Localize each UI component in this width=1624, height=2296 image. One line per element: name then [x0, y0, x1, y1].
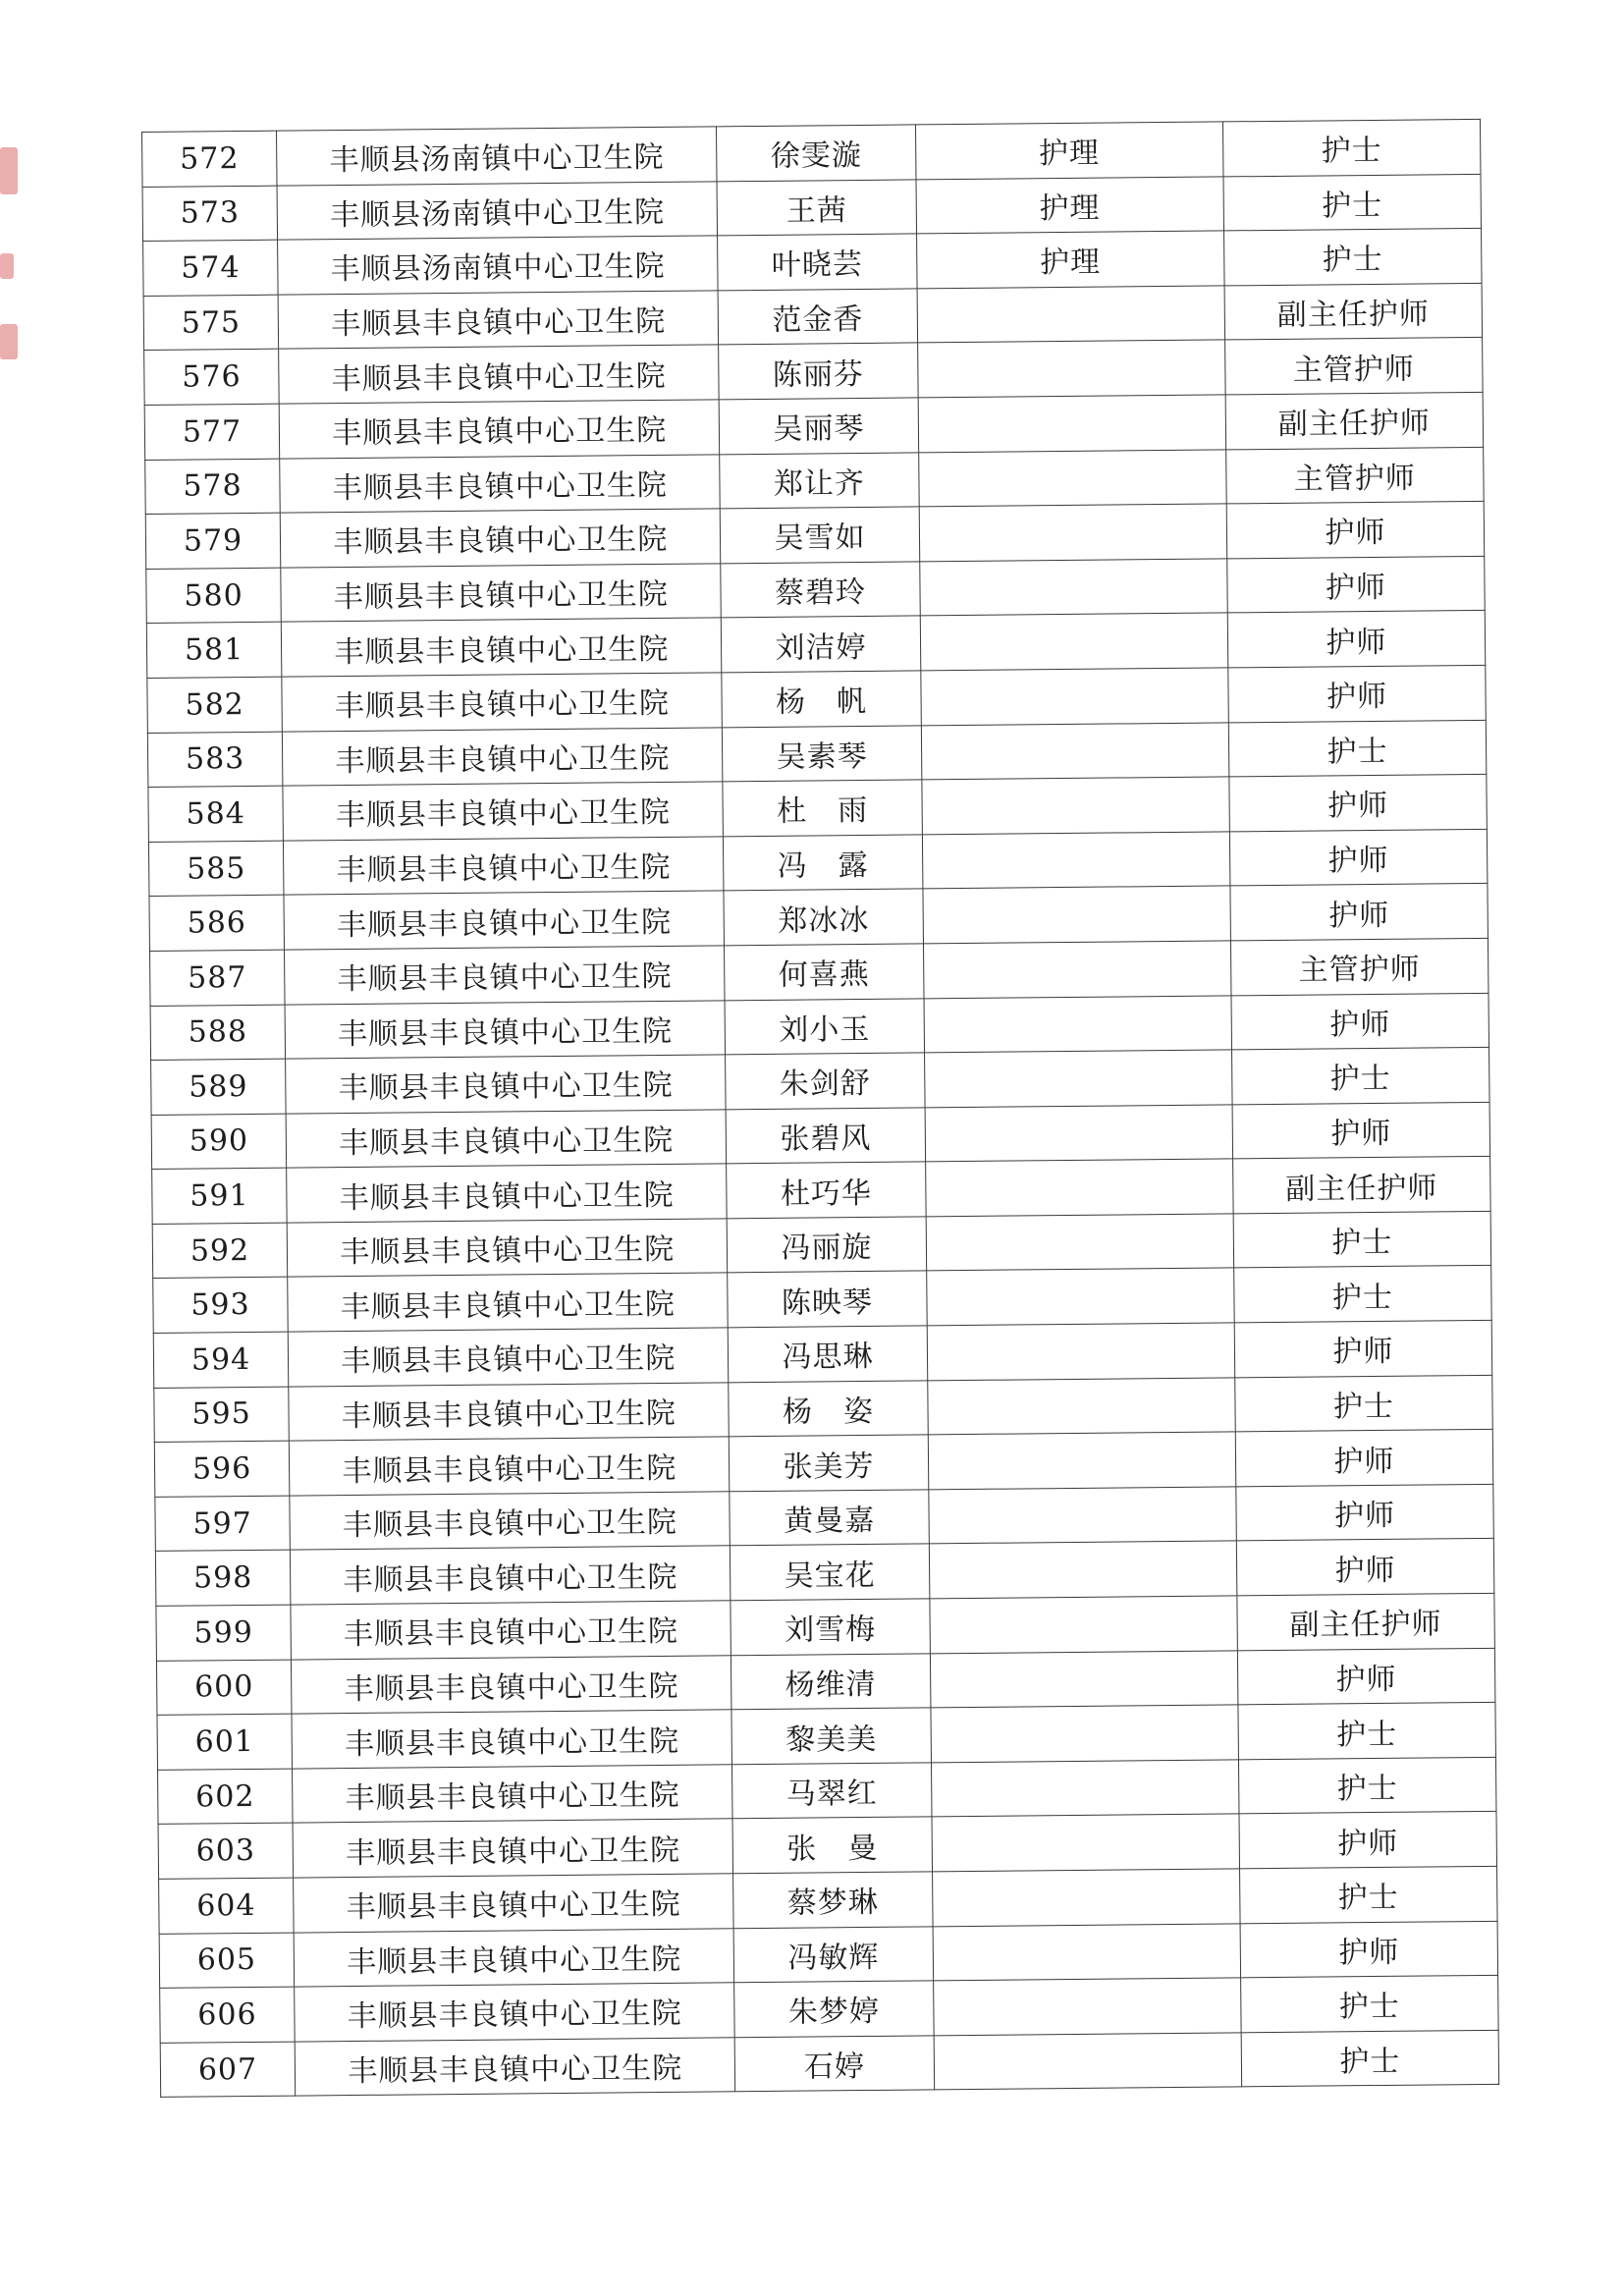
row-number-cell: 580 [146, 568, 282, 624]
professional-title-cell: 护师 [1227, 611, 1486, 668]
specialty-cell [918, 449, 1226, 507]
specialty-cell [927, 1378, 1235, 1436]
professional-title-cell: 护士 [1240, 1976, 1498, 2033]
unit-name-cell: 丰顺县丰良镇中心卫生院 [295, 1983, 735, 2042]
specialty-cell [929, 1596, 1237, 1654]
personnel-table [141, 119, 1499, 2098]
professional-title-cell: 护士 [1239, 1866, 1497, 1923]
person-name-cell: 刘小玉 [725, 998, 924, 1055]
professional-title-cell: 副主任护师 [1237, 1593, 1495, 1650]
professional-title-cell: 护师 [1230, 884, 1489, 941]
row-number-cell: 572 [142, 131, 278, 187]
unit-name-cell: 丰顺县丰良镇中心卫生院 [294, 1874, 734, 1933]
specialty-cell [927, 1323, 1235, 1381]
person-name-cell: 叶晓芸 [718, 234, 917, 291]
row-number-cell: 587 [150, 950, 286, 1006]
person-name-cell: 吴丽琴 [720, 398, 919, 455]
specialty-cell [926, 1214, 1234, 1272]
unit-name-cell: 丰顺县丰良镇中心卫生院 [282, 673, 723, 732]
person-name-cell: 黄曼嘉 [730, 1490, 929, 1547]
professional-title-cell: 护师 [1234, 1320, 1492, 1377]
specialty-cell [921, 722, 1229, 780]
unit-name-cell: 丰顺县丰良镇中心卫生院 [293, 1819, 733, 1878]
row-number-cell: 600 [156, 1660, 292, 1716]
person-name-cell: 蔡梦琳 [733, 1872, 933, 1929]
person-name-cell: 徐雯漩 [717, 125, 916, 182]
row-number-cell: 573 [142, 186, 278, 242]
stamp-fragment [0, 147, 18, 194]
row-number-cell: 595 [154, 1387, 290, 1443]
specialty-cell [917, 286, 1225, 344]
professional-title-cell: 副主任护师 [1224, 283, 1483, 340]
specialty-cell [928, 1432, 1236, 1490]
person-name-cell: 张碧风 [727, 1108, 926, 1165]
person-name-cell: 郑让齐 [720, 452, 919, 509]
unit-name-cell: 丰顺县丰良镇中心卫生院 [284, 837, 725, 896]
row-number-cell: 603 [158, 1824, 294, 1880]
specialty-cell [933, 1923, 1241, 1981]
professional-title-cell: 副主任护师 [1232, 1157, 1490, 1214]
specialty-cell [919, 559, 1227, 617]
row-number-cell: 594 [153, 1332, 289, 1388]
specialty-cell [917, 340, 1225, 398]
row-number-cell: 579 [145, 513, 281, 569]
specialty-cell [929, 1541, 1237, 1599]
professional-title-cell: 护师 [1229, 829, 1488, 886]
row-number-cell: 575 [143, 295, 279, 351]
person-name-cell: 朱剑舒 [726, 1053, 925, 1110]
unit-name-cell: 丰顺县丰良镇中心卫生院 [285, 1000, 726, 1059]
unit-name-cell: 丰顺县丰良镇中心卫生院 [295, 2038, 735, 2097]
specialty-cell [934, 2033, 1242, 2091]
professional-title-cell: 护师 [1236, 1539, 1494, 1596]
person-name-cell: 杨 姿 [729, 1381, 928, 1438]
specialty-cell [920, 668, 1228, 726]
professional-title-cell: 护师 [1227, 556, 1486, 613]
specialty-cell [933, 1978, 1241, 2036]
person-name-cell: 陈丽芬 [719, 343, 918, 400]
specialty-cell [919, 504, 1227, 562]
row-number-cell: 607 [160, 2042, 296, 2098]
unit-name-cell: 丰顺县丰良镇中心卫生院 [286, 1055, 727, 1114]
row-number-cell: 589 [151, 1059, 287, 1115]
stamp-fragment [0, 253, 14, 279]
professional-title-cell: 护师 [1232, 1102, 1490, 1159]
specialty-cell: 护理 [916, 231, 1224, 289]
person-name-cell: 郑冰冰 [724, 889, 923, 946]
professional-title-cell: 副主任护师 [1225, 392, 1484, 449]
professional-title-cell: 护士 [1238, 1703, 1496, 1760]
professional-title-cell: 护师 [1229, 775, 1488, 832]
person-name-cell: 蔡碧玲 [721, 562, 920, 619]
row-number-cell: 582 [147, 677, 283, 733]
person-name-cell: 吴宝花 [731, 1544, 930, 1601]
person-name-cell: 王茜 [717, 180, 916, 237]
professional-title-cell: 护师 [1237, 1648, 1495, 1705]
person-name-cell: 马翠红 [732, 1763, 932, 1820]
unit-name-cell: 丰顺县丰良镇中心卫生院 [291, 1601, 731, 1660]
professional-title-cell: 护士 [1222, 119, 1481, 176]
person-name-cell: 冯敏辉 [734, 1926, 934, 1983]
specialty-cell [922, 832, 1230, 890]
row-number-cell: 588 [150, 1005, 286, 1061]
unit-name-cell: 丰顺县丰良镇中心卫生院 [292, 1710, 732, 1769]
professional-title-cell: 护士 [1233, 1266, 1491, 1323]
row-number-cell: 597 [155, 1496, 291, 1552]
professional-title-cell: 主管护师 [1224, 338, 1483, 395]
specialty-cell [931, 1760, 1239, 1818]
row-number-cell: 583 [147, 732, 283, 788]
row-number-cell: 596 [154, 1441, 290, 1497]
professional-title-cell: 护士 [1241, 2030, 1499, 2087]
professional-title-cell: 护师 [1240, 1921, 1498, 1978]
unit-name-cell: 丰顺县丰良镇中心卫生院 [289, 1437, 730, 1496]
person-name-cell: 张 曼 [732, 1817, 932, 1874]
unit-name-cell: 丰顺县丰良镇中心卫生院 [278, 291, 719, 350]
row-number-cell: 585 [148, 841, 284, 897]
stamp-fragment [0, 324, 18, 359]
unit-name-cell: 丰顺县丰良镇中心卫生院 [279, 400, 720, 459]
professional-title-cell: 主管护师 [1225, 447, 1484, 504]
unit-name-cell: 丰顺县丰良镇中心卫生院 [279, 345, 720, 404]
unit-name-cell: 丰顺县汤南镇中心卫生院 [277, 127, 718, 186]
person-name-cell: 张美芳 [730, 1435, 929, 1492]
professional-title-cell: 护师 [1236, 1484, 1494, 1541]
professional-title-cell: 护士 [1235, 1375, 1493, 1432]
unit-name-cell: 丰顺县丰良镇中心卫生院 [283, 782, 724, 841]
specialty-cell: 护理 [916, 177, 1224, 235]
unit-name-cell: 丰顺县丰良镇中心卫生院 [282, 727, 723, 786]
row-number-cell: 581 [146, 622, 282, 678]
specialty-cell [918, 395, 1226, 453]
unit-name-cell: 丰顺县丰良镇中心卫生院 [294, 1928, 734, 1987]
specialty-cell [921, 777, 1229, 835]
row-number-cell: 586 [149, 895, 285, 951]
row-number-cell: 590 [151, 1114, 287, 1170]
row-number-cell: 591 [152, 1168, 288, 1224]
specialty-cell [926, 1268, 1234, 1326]
unit-name-cell: 丰顺县丰良镇中心卫生院 [284, 891, 725, 950]
specialty-cell [923, 886, 1231, 944]
unit-name-cell: 丰顺县丰良镇中心卫生院 [280, 454, 721, 513]
specialty-cell [923, 941, 1231, 999]
unit-name-cell: 丰顺县丰良镇中心卫生院 [285, 946, 726, 1005]
professional-title-cell: 护师 [1226, 502, 1485, 559]
specialty-cell: 护理 [915, 122, 1223, 180]
professional-title-cell: 护士 [1231, 1047, 1489, 1104]
professional-title-cell: 护师 [1235, 1430, 1493, 1487]
row-number-cell: 598 [155, 1551, 291, 1607]
person-name-cell: 杨维清 [731, 1653, 931, 1710]
row-number-cell: 593 [153, 1278, 289, 1334]
person-name-cell: 刘雪梅 [731, 1599, 930, 1656]
specialty-cell [920, 613, 1228, 671]
person-name-cell: 朱梦婷 [734, 1981, 934, 2038]
professional-title-cell: 护士 [1238, 1757, 1496, 1814]
unit-name-cell: 丰顺县丰良镇中心卫生院 [281, 564, 722, 623]
unit-name-cell: 丰顺县丰良镇中心卫生院 [280, 509, 721, 568]
unit-name-cell: 丰顺县汤南镇中心卫生院 [278, 236, 719, 295]
professional-title-cell: 护士 [1228, 720, 1487, 777]
person-name-cell: 杜 雨 [723, 780, 922, 837]
professional-title-cell: 主管护师 [1230, 938, 1489, 995]
unit-name-cell: 丰顺县丰良镇中心卫生院 [289, 1382, 730, 1441]
row-number-cell: 576 [144, 350, 280, 406]
specialty-cell [925, 1105, 1233, 1163]
unit-name-cell: 丰顺县丰良镇中心卫生院 [281, 618, 722, 677]
specialty-cell [924, 995, 1232, 1053]
row-number-cell: 584 [148, 786, 284, 842]
person-name-cell: 吴雪如 [721, 507, 920, 564]
unit-name-cell: 丰顺县丰良镇中心卫生院 [292, 1655, 732, 1714]
row-number-cell: 592 [152, 1223, 288, 1279]
unit-name-cell: 丰顺县丰良镇中心卫生院 [290, 1492, 731, 1551]
unit-name-cell: 丰顺县丰良镇中心卫生院 [288, 1328, 729, 1387]
specialty-cell [928, 1487, 1236, 1545]
person-name-cell: 范金香 [719, 289, 918, 346]
person-name-cell: 冯 露 [724, 835, 923, 892]
professional-title-cell: 护士 [1223, 174, 1482, 231]
person-name-cell: 杜巧华 [727, 1162, 926, 1219]
row-number-cell: 606 [160, 1987, 296, 2043]
professional-title-cell: 护师 [1239, 1812, 1497, 1869]
unit-name-cell: 丰顺县丰良镇中心卫生院 [293, 1765, 733, 1824]
person-name-cell: 石婷 [735, 2036, 935, 2093]
person-name-cell: 黎美美 [731, 1708, 931, 1765]
professional-title-cell: 护士 [1233, 1211, 1491, 1268]
specialty-cell [932, 1869, 1240, 1927]
person-name-cell: 冯思琳 [729, 1326, 928, 1383]
row-number-cell: 601 [157, 1714, 293, 1770]
professional-title-cell: 护师 [1231, 993, 1489, 1050]
row-number-cell: 599 [156, 1605, 292, 1661]
row-number-cell: 605 [159, 1933, 295, 1989]
professional-title-cell: 护士 [1223, 229, 1482, 286]
specialty-cell [931, 1705, 1239, 1763]
specialty-cell [924, 1050, 1232, 1108]
person-name-cell: 刘洁婷 [722, 616, 921, 673]
specialty-cell [930, 1650, 1238, 1708]
unit-name-cell: 丰顺县丰良镇中心卫生院 [287, 1164, 728, 1223]
unit-name-cell: 丰顺县丰良镇中心卫生院 [290, 1546, 731, 1605]
person-name-cell: 杨 帆 [722, 671, 921, 728]
person-name-cell: 陈映琴 [728, 1271, 927, 1328]
specialty-cell [932, 1814, 1240, 1872]
row-number-cell: 578 [145, 459, 281, 515]
unit-name-cell: 丰顺县丰良镇中心卫生院 [288, 1273, 729, 1332]
row-number-cell: 602 [158, 1769, 294, 1825]
person-name-cell: 何喜燕 [725, 944, 924, 1001]
row-number-cell: 577 [144, 404, 280, 460]
unit-name-cell: 丰顺县丰良镇中心卫生院 [287, 1219, 728, 1278]
table-body [142, 119, 1499, 2097]
professional-title-cell: 护师 [1228, 665, 1487, 722]
table-row [160, 2030, 1498, 2098]
unit-name-cell: 丰顺县丰良镇中心卫生院 [286, 1110, 727, 1169]
person-name-cell: 冯丽旋 [728, 1217, 927, 1274]
specialty-cell [925, 1159, 1233, 1217]
row-number-cell: 574 [143, 240, 279, 296]
unit-name-cell: 丰顺县汤南镇中心卫生院 [277, 181, 718, 240]
person-name-cell: 吴素琴 [723, 725, 922, 782]
row-number-cell: 604 [159, 1878, 295, 1934]
